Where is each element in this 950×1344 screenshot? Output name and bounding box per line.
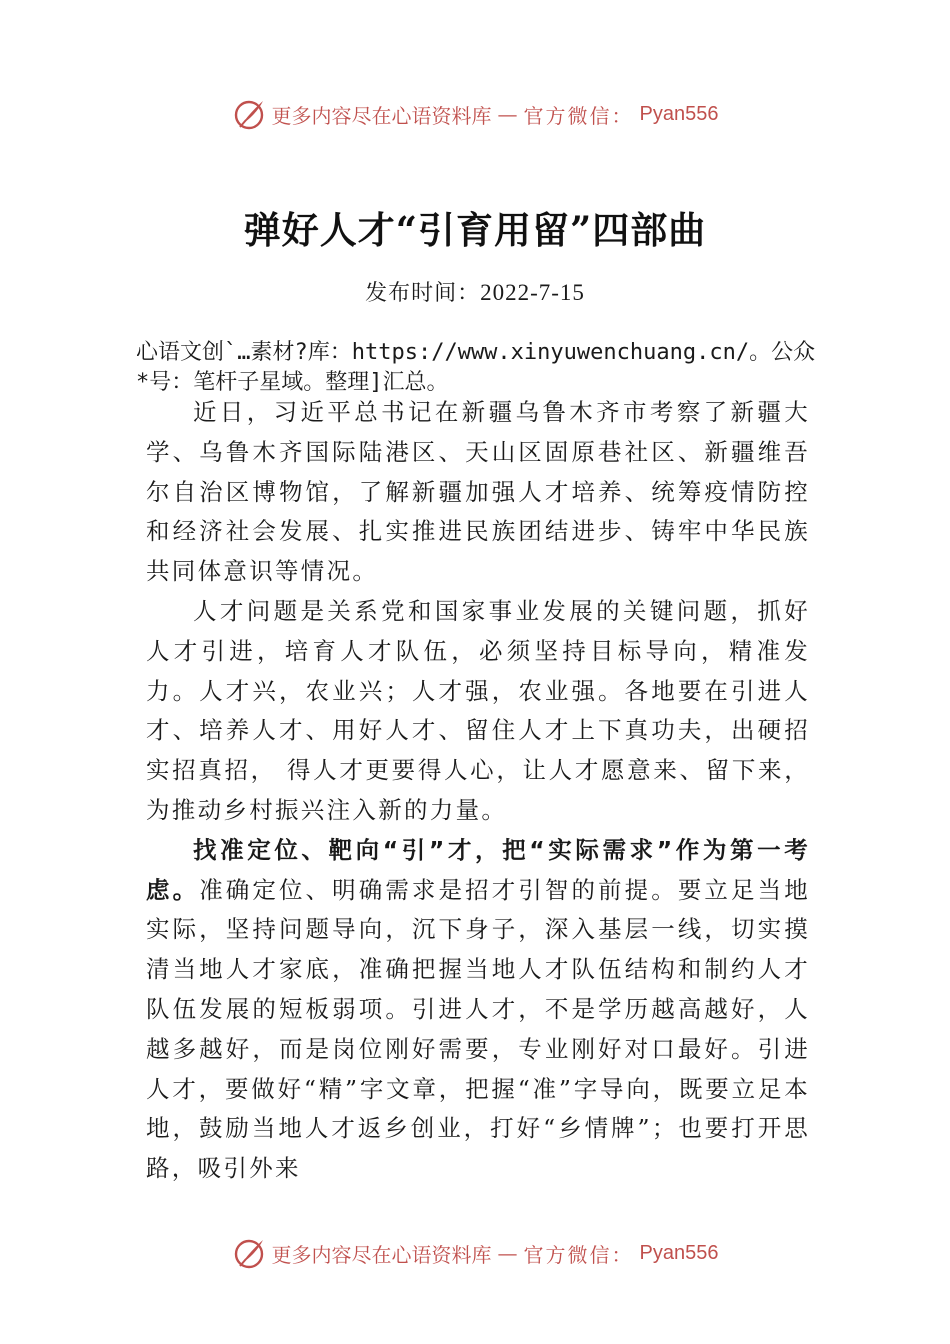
paragraph: [146, 831, 810, 1189]
document-title: 弹好人才“引育用留”四部曲: [243, 208, 707, 252]
watermark-site-text: 更多内容尽在心语资料库: [271, 103, 492, 128]
paragraph: [146, 393, 810, 592]
publish-date-label: 发布时间：: [365, 281, 481, 306]
watermark-label: 官方微信：: [523, 1242, 634, 1267]
watermark-separator: —: [497, 102, 518, 126]
watermark-account: Pyan556: [639, 102, 719, 125]
publish-date-value: 2022-7-15: [480, 280, 585, 305]
paragraph: [146, 592, 810, 831]
publish-date: [0, 276, 950, 307]
footer-watermark: [0, 1233, 950, 1273]
paragraph-text: 准确定位、明确需求是招才引智的前提。要立足当地实际，坚持问题导向，沉下身子，深入基层一线，切实摸清当地人才家底，准确把握当地人才队伍结构和制约人才队伍发展的短板弱项。引进人才，不是学历越高越好，人越多越好，而是岗位刚好需要，专业刚好对口最好。引进人才，要做好“精”字文章，把握“准”字导向，既要立足本地，鼓励当地人才返乡创业，打好“乡情牌”；也要打开思路，吸引外来: [146, 875, 810, 1183]
feather-circle-logo-icon: [232, 1236, 266, 1270]
watermark-label: 官方微信：: [523, 103, 634, 128]
watermark-site-text: 更多内容尽在心语资料库: [271, 1242, 492, 1267]
watermark-separator: —: [497, 1241, 518, 1265]
paragraph-text: 近日，习近平总书记在新疆乌鲁木齐市考察了新疆大学、乌鲁木齐国际陆港区、天山区固原巷社区、新疆维吾尔自治区博物馆，了解新疆加强人才培养、统筹疫情防控和经济社会发展、扎实推进民族团结进步、铸牢中华民族共同体意识等情况。: [146, 398, 810, 586]
watermark-account: Pyan556: [639, 1241, 719, 1264]
paragraph-text: 人才问题是关系党和国家事业发展的关键问题，抓好人才引进，培育人才队伍，必须坚持目标导向，精准发力。人才兴，农业兴；人才强，农业强。各地要在引进人才、培养人才、用好人才、留住人才上下真功夫，出硬招实招真招， 得人才更要得人心，让人才愿意来、留下来，为推动乡村振兴注入新的力量。: [146, 596, 810, 824]
paragraph-lead: 找准定位、靶向“引”才，把“实际需求”作为第一考虑。: [146, 835, 810, 904]
feather-circle-logo-icon: [232, 97, 266, 131]
source-note: 心语文创`…素材?库：https://www.xinyuwenchuang.cn/。公众*号：笔杆子星域。整理]汇总。: [136, 340, 816, 395]
article-body: [146, 393, 810, 1189]
header-watermark: [0, 94, 950, 134]
